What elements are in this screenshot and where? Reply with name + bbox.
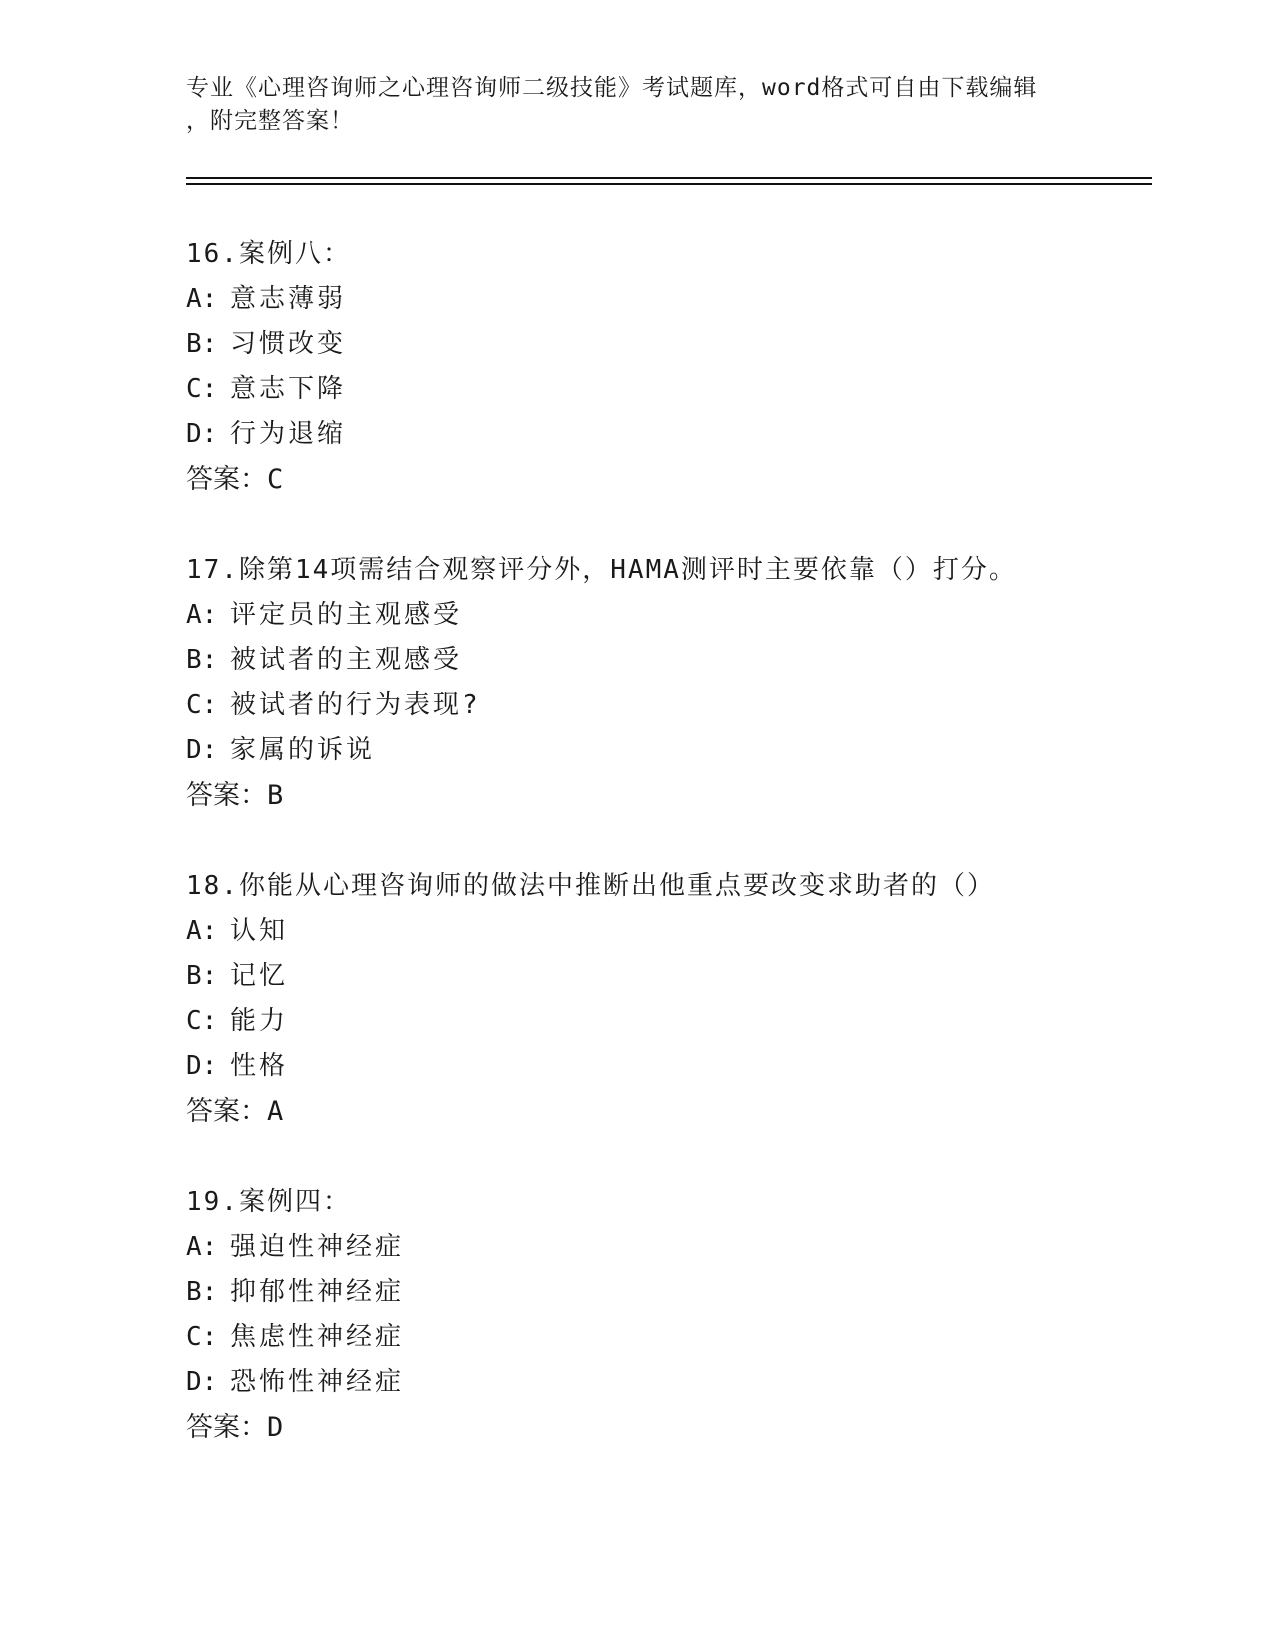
option-letter: C: xyxy=(186,374,218,404)
question-17 xyxy=(186,548,1186,818)
option-letter: B: xyxy=(186,645,218,675)
option-letter: B: xyxy=(186,1277,218,1307)
option-a xyxy=(186,593,1186,638)
question-18 xyxy=(186,864,1186,1134)
option-text: 被试者的行为表现? xyxy=(230,690,481,720)
option-text: 意志下降 xyxy=(230,374,347,404)
question-stem: 18.你能从心理咨询师的做法中推断出他重点要改变求助者的（） xyxy=(186,871,995,901)
option-letter: C: xyxy=(186,1322,218,1352)
option-b xyxy=(186,1270,1186,1315)
option-text: 家属的诉说 xyxy=(230,735,376,765)
option-text: 认知 xyxy=(230,916,289,946)
option-text: 被试者的主观感受 xyxy=(230,645,463,675)
header-line-2: ，附完整答案！ xyxy=(186,108,354,134)
answer-value: C xyxy=(267,464,284,495)
option-letter: B: xyxy=(186,329,218,359)
answer-line xyxy=(186,1089,1186,1134)
option-text: 抑郁性神经症 xyxy=(230,1277,405,1307)
option-text: 行为退缩 xyxy=(230,419,347,449)
document-header xyxy=(186,72,1086,138)
option-letter: A: xyxy=(186,600,218,630)
option-text: 评定员的主观感受 xyxy=(230,600,463,630)
question-19 xyxy=(186,1180,1186,1450)
option-c xyxy=(186,999,1186,1044)
answer-label: 答案： xyxy=(186,1412,267,1443)
option-text: 习惯改变 xyxy=(230,329,347,359)
answer-line xyxy=(186,457,1186,502)
option-c xyxy=(186,683,1186,728)
header-divider-top xyxy=(186,177,1152,179)
answer-value: A xyxy=(267,1096,284,1127)
option-c xyxy=(186,1315,1186,1360)
option-letter: C: xyxy=(186,690,218,720)
option-b xyxy=(186,954,1186,999)
option-b xyxy=(186,638,1186,683)
option-letter: D: xyxy=(186,1367,218,1397)
option-letter: D: xyxy=(186,419,218,449)
option-text: 恐怖性神经症 xyxy=(230,1367,405,1397)
option-letter: C: xyxy=(186,1006,218,1036)
option-a xyxy=(186,277,1186,322)
option-text: 记忆 xyxy=(230,961,289,991)
option-letter: A: xyxy=(186,284,218,314)
option-d xyxy=(186,1360,1186,1405)
option-text: 强迫性神经症 xyxy=(230,1232,405,1262)
option-c xyxy=(186,367,1186,412)
header-divider-bottom xyxy=(186,183,1152,185)
option-d xyxy=(186,728,1186,773)
option-letter: B: xyxy=(186,961,218,991)
option-a xyxy=(186,1225,1186,1270)
answer-value: B xyxy=(267,780,284,811)
answer-label: 答案： xyxy=(186,1096,267,1127)
option-b xyxy=(186,322,1186,367)
answer-label: 答案： xyxy=(186,464,267,495)
option-letter: A: xyxy=(186,1232,218,1262)
option-d xyxy=(186,1044,1186,1089)
answer-line xyxy=(186,1405,1186,1450)
question-stem: 17.除第14项需结合观察评分外，HAMA测评时主要依靠（）打分。 xyxy=(186,555,1017,585)
question-stem: 16.案例八： xyxy=(186,239,351,269)
option-text: 性格 xyxy=(230,1051,289,1081)
option-letter: D: xyxy=(186,735,218,765)
option-text: 焦虑性神经症 xyxy=(230,1322,405,1352)
option-a xyxy=(186,909,1186,954)
answer-value: D xyxy=(267,1412,284,1443)
option-letter: D: xyxy=(186,1051,218,1081)
question-16 xyxy=(186,232,1186,502)
answer-line xyxy=(186,773,1186,818)
answer-label: 答案： xyxy=(186,780,267,811)
option-text: 能力 xyxy=(230,1006,289,1036)
option-letter: A: xyxy=(186,916,218,946)
header-line-1: 专业《心理咨询师之心理咨询师二级技能》考试题库，word格式可自由下载编辑 xyxy=(186,75,1038,101)
option-d xyxy=(186,412,1186,457)
question-stem: 19.案例四： xyxy=(186,1187,351,1217)
option-text: 意志薄弱 xyxy=(230,284,347,314)
